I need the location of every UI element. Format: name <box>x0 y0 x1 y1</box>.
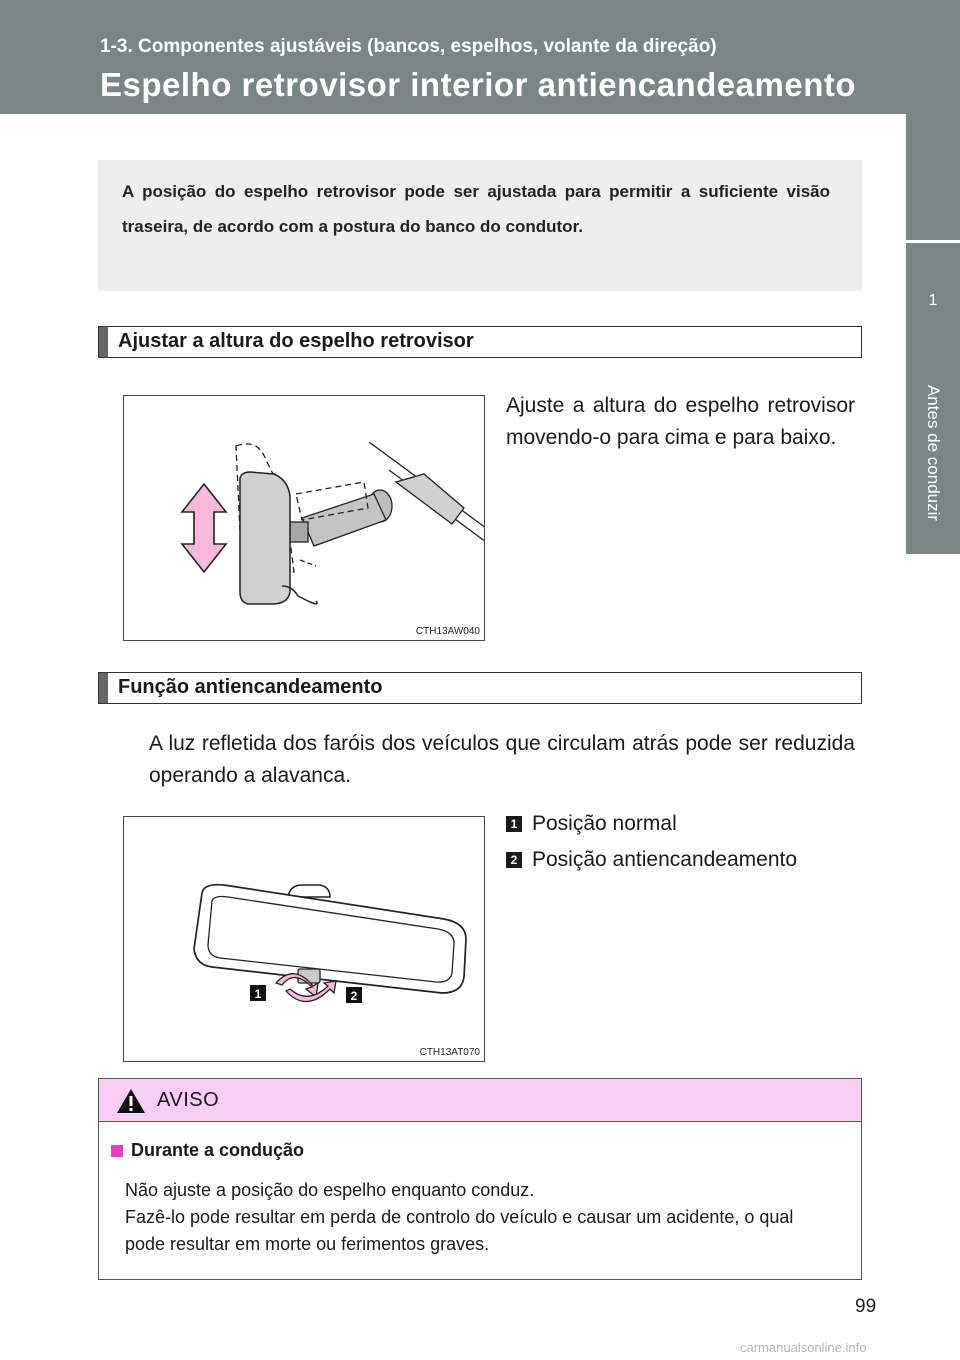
watermark: carmanualsonline.info <box>740 1340 867 1355</box>
mirror-lever-illustration <box>124 817 484 1061</box>
warning-triangle-icon <box>116 1088 146 1114</box>
legend-badge: 2 <box>506 852 522 868</box>
intro-box <box>98 160 862 291</box>
chapter-title: 1-3. Componentes ajustáveis (bancos, espelhos, volante da direção) <box>100 36 717 57</box>
page-title: Espelho retrovisor interior antiencandeamento <box>100 66 857 103</box>
figure-code: CTH13AW040 <box>415 626 480 637</box>
warning-box <box>98 1078 862 1280</box>
figure-label-1: 1 <box>254 987 262 1001</box>
warning-line-1: Não ajuste a posição do espelho enquanto conduz. <box>125 1180 535 1200</box>
warning-subtitle: Durante a condução <box>131 1140 305 1160</box>
figure-label-2: 2 <box>350 989 358 1003</box>
section-heading-height <box>98 326 862 358</box>
mirror-height-illustration <box>124 396 484 640</box>
page-number: 99 <box>855 1296 877 1317</box>
legend-label: Posição antiencandeamento <box>532 848 798 871</box>
page-header <box>0 0 960 114</box>
warning-title: AVISO <box>157 1089 220 1111</box>
legend-label: Posição normal <box>532 812 677 835</box>
section-heading-antiglare <box>98 672 862 704</box>
side-tab-number: 1 <box>928 292 938 309</box>
figure-mirror-lever <box>123 816 485 1062</box>
intro-text: A posição do espelho retrovisor pode ser ajustada para permitir a suficiente visão traseira, de acordo com a postura do banco do condutor. <box>122 182 830 236</box>
figure-code: CTH13AT070 <box>419 1047 480 1058</box>
figure-mirror-height <box>123 395 485 641</box>
warning-line-2: Fazê-lo pode resultar em perda de controlo do veículo e causar um acidente, o qual pode resultar em morte ou ferimentos graves. <box>125 1207 794 1254</box>
height-instruction: Ajuste a altura do espelho retrovisor movendo-o para cima e para baixo. <box>506 394 855 449</box>
warning-subtitle-row <box>111 1140 304 1161</box>
bullet-square-icon <box>111 1145 123 1157</box>
warning-text <box>125 1177 825 1258</box>
side-tab-divider <box>906 240 960 243</box>
warning-header <box>99 1079 861 1122</box>
legend-badge: 1 <box>506 816 522 832</box>
legend-item-normal <box>506 812 677 836</box>
legend-item-antiglare <box>506 848 797 872</box>
section-heading-text: Função antiencandeamento <box>118 676 383 698</box>
side-tab-label: Antes de conduzir <box>924 384 943 522</box>
antiglare-description: A luz refletida dos faróis dos veículos que circulam atrás pode ser reduzida operando a alavanca. <box>149 732 855 787</box>
side-tab-label-wrap <box>915 368 951 538</box>
section-heading-text: Ajustar a altura do espelho retrovisor <box>118 330 474 352</box>
